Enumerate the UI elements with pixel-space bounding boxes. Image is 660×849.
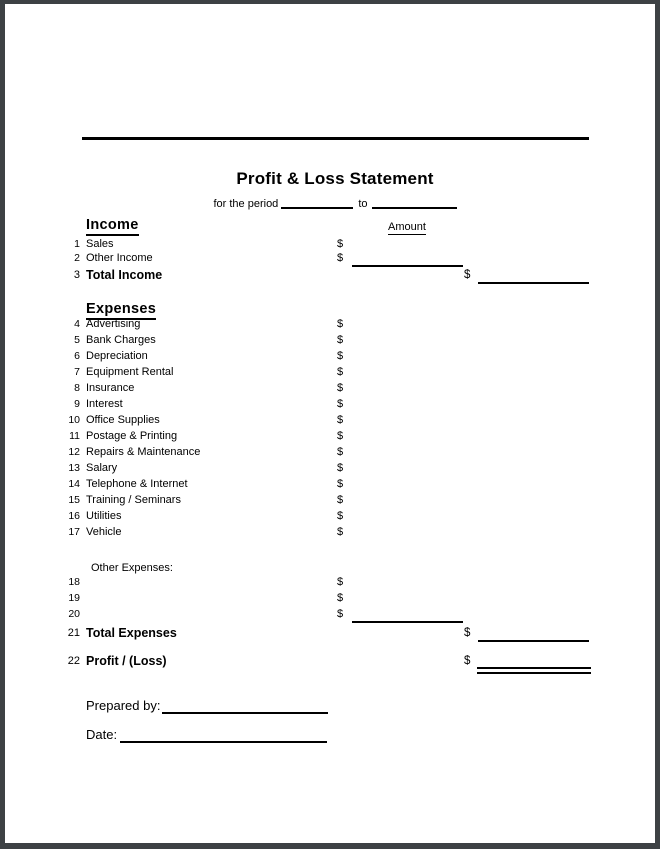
row-label: Office Supplies	[86, 414, 160, 426]
row-label: Telephone & Internet	[86, 478, 188, 490]
row-number: 2	[74, 252, 80, 264]
period-connector-label: to	[358, 198, 368, 210]
income-row	[5, 250, 655, 266]
row-number: 1	[74, 238, 80, 250]
row-label: Advertising	[86, 318, 141, 330]
row-label: Total Expenses	[86, 626, 177, 640]
row-label: Bank Charges	[86, 334, 156, 346]
total-expenses-row	[5, 625, 655, 641]
row-number: 12	[68, 446, 80, 458]
row-label: Utilities	[86, 510, 122, 522]
row-number: 22	[67, 655, 80, 667]
expense-row	[5, 332, 655, 348]
row-number: 18	[68, 576, 80, 588]
row-number: 5	[74, 334, 80, 346]
expense-row	[5, 444, 655, 460]
period-from-blank	[281, 196, 353, 209]
row-number: 16	[68, 510, 80, 522]
income-heading: Income	[86, 217, 139, 236]
expense-row	[5, 316, 655, 332]
dollar-sign: $	[337, 366, 344, 378]
expense-row	[5, 396, 655, 412]
row-number: 21	[67, 627, 80, 639]
dollar-sign: $	[464, 627, 471, 639]
expense-row	[5, 524, 655, 540]
expense-row	[5, 348, 655, 364]
dollar-sign: $	[337, 350, 344, 362]
row-label: Equipment Rental	[86, 366, 174, 378]
dollar-sign: $	[464, 269, 471, 281]
dollar-sign: $	[337, 446, 344, 458]
period-to-blank	[372, 196, 457, 209]
dollar-sign: $	[337, 608, 344, 620]
row-label: Other Income	[86, 252, 153, 264]
dollar-sign: $	[337, 510, 344, 522]
dollar-sign: $	[337, 592, 344, 604]
dollar-sign: $	[337, 318, 344, 330]
expense-row	[5, 492, 655, 508]
dollar-sign: $	[337, 576, 344, 588]
prepared-by-label: Prepared by:	[86, 698, 161, 713]
dollar-sign: $	[337, 462, 344, 474]
expense-row	[5, 428, 655, 444]
row-number: 6	[74, 350, 80, 362]
other-expense-row	[5, 606, 655, 622]
expense-row	[5, 380, 655, 396]
row-number: 15	[68, 494, 80, 506]
expenses-heading: Expenses	[86, 301, 156, 320]
row-label: Vehicle	[86, 526, 122, 538]
dollar-sign: $	[337, 430, 344, 442]
top-rule	[82, 137, 589, 140]
total-income-row	[5, 267, 655, 283]
amount-column-header: Amount	[388, 221, 426, 233]
row-number: 11	[69, 430, 80, 442]
other-expenses-label: Other Expenses:	[91, 562, 173, 574]
row-number: 3	[73, 269, 80, 281]
period-prefix-label: for the period	[213, 198, 279, 210]
expense-row	[5, 476, 655, 492]
row-number: 17	[68, 526, 80, 538]
page-title: Profit & Loss Statement	[236, 169, 434, 188]
row-number: 13	[68, 462, 80, 474]
row-number: 9	[74, 398, 80, 410]
other-expense-row	[5, 590, 655, 606]
dollar-sign: $	[337, 334, 344, 346]
dollar-sign: $	[337, 252, 344, 264]
profit-double-rule-bottom	[477, 672, 591, 674]
row-label: Sales	[86, 238, 114, 250]
dollar-sign: $	[337, 494, 344, 506]
row-label: Interest	[86, 398, 123, 410]
dollar-sign: $	[337, 382, 344, 394]
row-number: 20	[68, 608, 80, 620]
row-label: Total Income	[86, 268, 163, 282]
total-income-line	[478, 282, 589, 284]
row-label: Depreciation	[86, 350, 148, 362]
expense-row	[5, 508, 655, 524]
period-line	[15, 194, 655, 210]
dollar-sign: $	[337, 238, 344, 250]
expenses-subtotal-line	[352, 621, 463, 623]
row-label: Profit / (Loss)	[86, 654, 167, 668]
row-number: 19	[68, 592, 80, 604]
expense-row	[5, 412, 655, 428]
date-label: Date:	[86, 727, 118, 742]
dollar-sign: $	[337, 398, 344, 410]
profit-double-rule-top	[477, 667, 591, 669]
row-label: Postage & Printing	[86, 430, 178, 442]
row-label: Salary	[86, 462, 118, 474]
expense-row	[5, 364, 655, 380]
dollar-sign: $	[337, 414, 344, 426]
row-number: 8	[74, 382, 80, 394]
row-label: Insurance	[86, 382, 135, 394]
prepared-by-blank	[162, 712, 328, 714]
dollar-sign: $	[337, 526, 344, 538]
row-number: 14	[68, 478, 80, 490]
dollar-sign: $	[337, 478, 344, 490]
total-expenses-line	[478, 640, 589, 642]
dollar-sign: $	[464, 655, 471, 667]
other-expense-row	[5, 574, 655, 590]
row-number: 7	[74, 366, 80, 378]
statement-page	[5, 4, 655, 843]
row-number: 10	[68, 414, 80, 426]
row-label: Repairs & Maintenance	[86, 446, 201, 458]
expense-row	[5, 460, 655, 476]
row-number: 4	[74, 318, 80, 330]
row-label: Training / Seminars	[86, 494, 181, 506]
date-blank	[120, 741, 327, 743]
